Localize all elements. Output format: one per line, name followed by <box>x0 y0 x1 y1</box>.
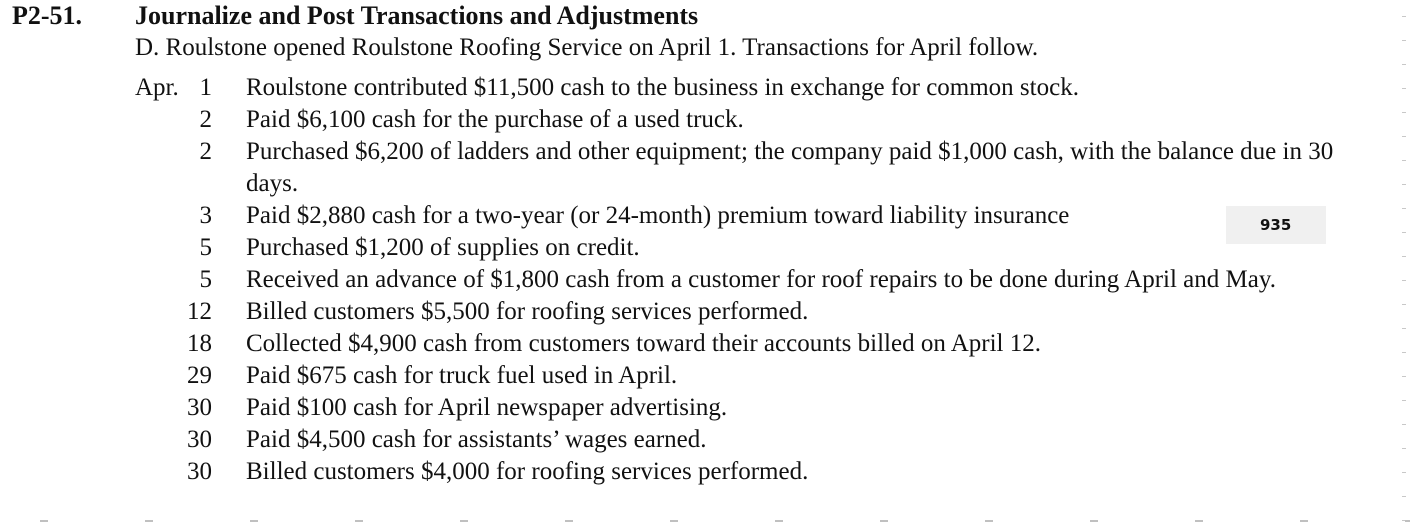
transaction-day: 12 <box>187 298 212 325</box>
month-label: Apr. <box>135 74 179 101</box>
problem-title: Journalize and Post Transactions and Adjustments <box>135 1 699 30</box>
transaction-day: 30 <box>187 426 212 453</box>
transaction-item <box>0 296 1410 328</box>
transaction-item <box>0 424 1410 456</box>
transaction-item <box>0 232 1410 264</box>
problem-number: P2-51. <box>12 1 83 30</box>
transaction-day: 5 <box>199 234 212 261</box>
problem-intro: D. Roulstone opened Roulstone Roofing Service on April 1. Transactions for April follow. <box>135 34 1039 61</box>
transaction-description: Purchased $6,200 of ladders and other equipment; the company paid $1,000 cash, with the balance due in 30 days. <box>246 138 1334 197</box>
transaction-description: Roulstone contributed $11,500 cash to the business in exchange for common stock. <box>246 74 1079 101</box>
transaction-item <box>0 360 1410 392</box>
transaction-day: 30 <box>187 394 212 421</box>
transaction-day: 2 <box>199 106 212 133</box>
transaction-description: Paid $4,500 cash for assistants’ wages earned. <box>246 426 707 453</box>
transaction-description: Received an advance of $1,800 cash from a customer for roof repairs to be done during April and May. <box>246 266 1276 293</box>
transaction-day: 3 <box>199 202 212 229</box>
bottom-edge-ruler <box>0 520 1410 522</box>
transaction-day: 2 <box>199 138 212 165</box>
transaction-item <box>0 104 1410 136</box>
transaction-item <box>0 136 1410 200</box>
transaction-item <box>0 200 1410 232</box>
transaction-item <box>0 392 1410 424</box>
transaction-day: 29 <box>187 362 212 389</box>
transaction-description: Purchased $1,200 of supplies on credit. <box>246 234 640 261</box>
transaction-item <box>0 456 1410 488</box>
transaction-day: 30 <box>187 458 212 485</box>
transaction-description: Paid $100 cash for April newspaper advertising. <box>246 394 728 421</box>
transaction-day: 18 <box>187 330 212 357</box>
transaction-item <box>0 264 1410 296</box>
transaction-day: 5 <box>199 266 212 293</box>
transaction-list <box>0 72 1410 488</box>
transaction-description: Billed customers $4,000 for roofing services performed. <box>246 458 809 485</box>
transaction-day: 1 <box>199 74 212 101</box>
transaction-description: Paid $6,100 cash for the purchase of a used truck. <box>246 106 744 133</box>
page-number-badge: 935 <box>1226 206 1326 244</box>
transaction-item <box>0 328 1410 360</box>
transaction-description: Collected $4,900 cash from customers toward their accounts billed on April 12. <box>246 330 1041 357</box>
transaction-item <box>0 72 1410 104</box>
right-edge-ruler <box>1396 0 1410 524</box>
transaction-description: Paid $2,880 cash for a two-year (or 24-month) premium toward liability insurance <box>246 202 1070 229</box>
transaction-description: Billed customers $5,500 for roofing services performed. <box>246 298 809 325</box>
transaction-description: Paid $675 cash for truck fuel used in April. <box>246 362 678 389</box>
